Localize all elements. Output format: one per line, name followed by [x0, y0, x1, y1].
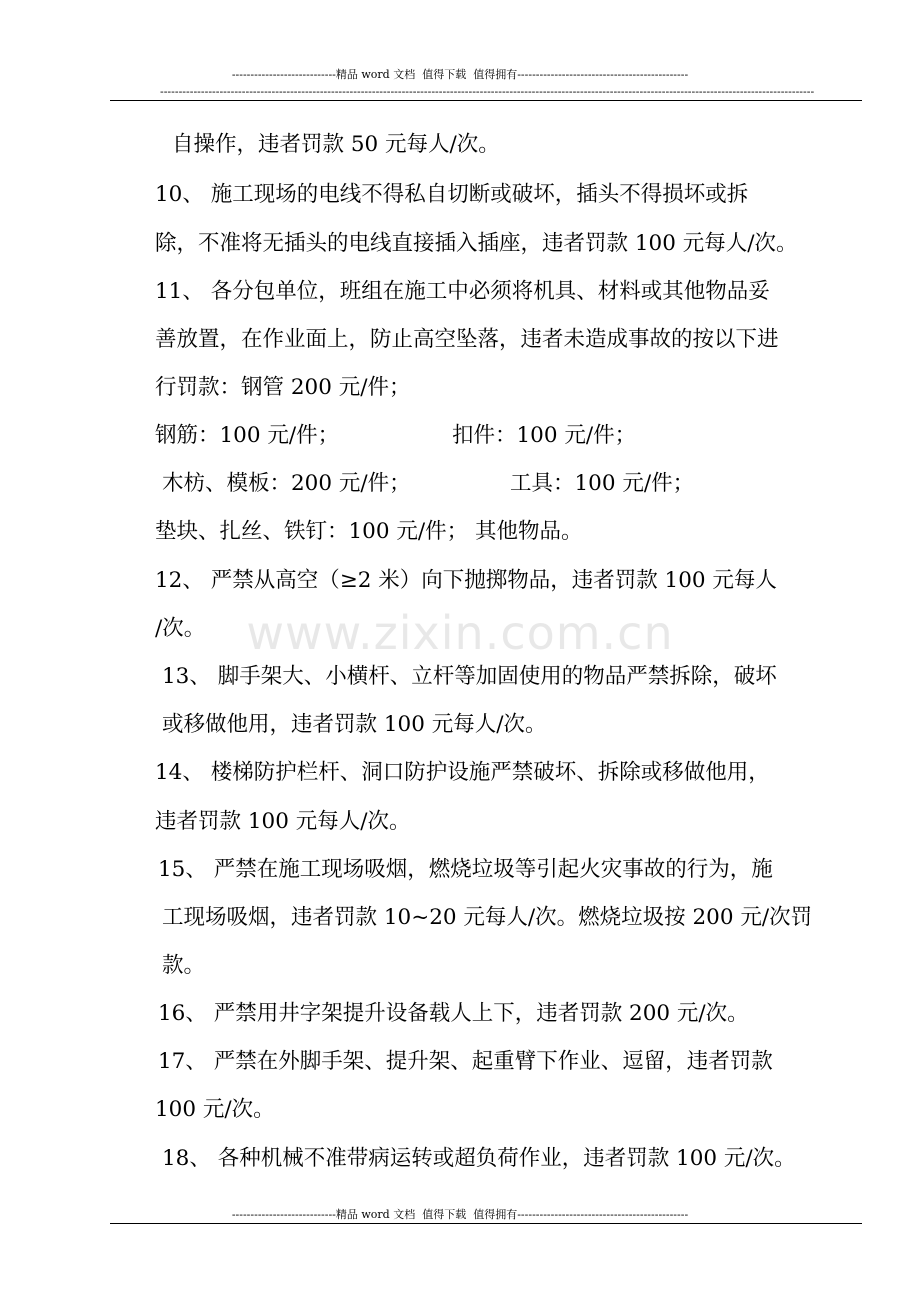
line-8b: 工具：100 元/件； [510, 471, 695, 496]
line-17: 工现场吸烟，违者罚款 10~20 元每人/次。燃烧垃圾按 200 元/次罚 [162, 905, 813, 930]
header-dash-line: -------------------------------------------------------------------------------------------------------------------------------------------------------------------------------- [160, 86, 815, 98]
line-21: 100 元/次。 [155, 1097, 275, 1122]
line-4: 11、 各分包单位，班组在施工中必须将机具、材料或其他物品妥 [155, 279, 770, 304]
line-10: 12、 严禁从高空（≥2 米）向下抛掷物品，违者罚款 100 元每人 [155, 568, 777, 593]
line-15: 违者罚款 100 元每人/次。 [155, 809, 411, 834]
line-12: 13、 脚手架大、小横杆、立杆等加固使用的物品严禁拆除，破坏 [162, 664, 777, 689]
line-11: /次。 [155, 616, 206, 641]
line-20: 17、 严禁在外脚手架、提升架、起重臂下作业、逗留，违者罚款 [158, 1049, 773, 1074]
line-14: 14、 楼梯防护栏杆、洞口防护设施严禁破坏、拆除或移做他用， [155, 760, 770, 785]
line-5: 善放置，在作业面上，防止高空坠落，违者未造成事故的按以下进 [155, 327, 779, 352]
line-22: 18、 各种机械不准带病运转或超负荷作业，违者罚款 100 元/次。 [162, 1146, 796, 1171]
line-18: 款。 [162, 953, 206, 978]
footer-rule [110, 1223, 862, 1224]
line-8a: 木枋、模板：200 元/件； [162, 471, 411, 496]
line-3: 除，不准将无插头的电线直接插入插座，违者罚款 100 元每人/次。 [155, 231, 798, 256]
line-9: 垫块、扎丝、铁钉：100 元/件； 其他物品。 [155, 519, 583, 544]
line-13: 或移做他用，违者罚款 100 元每人/次。 [162, 712, 547, 737]
footer-text: ----------------------------精品 word 文档 值得下载 值得拥有---------------------------------------------- [231, 1208, 689, 1221]
header-text: ----------------------------精品 word 文档 值得下载 值得拥有---------------------------------------------- [231, 68, 689, 81]
line-7b: 扣件：100 元/件； [452, 423, 637, 448]
line-19: 16、 严禁用井字架提升设备载人上下，违者罚款 200 元/次。 [158, 1001, 749, 1026]
header-rule [110, 100, 862, 101]
line-6: 行罚款：钢管 200 元/件； [155, 375, 411, 400]
line-1: 自操作，违者罚款 50 元每人/次。 [172, 132, 500, 157]
line-16: 15、 严禁在施工现场吸烟，燃烧垃圾等引起火灾事故的行为，施 [158, 857, 773, 882]
line-2: 10、 施工现场的电线不得私自切断或破坏，插头不得损坏或拆 [155, 182, 749, 207]
watermark: www.zixin.com.cn [246, 606, 674, 660]
line-7a: 钢筋：100 元/件； [155, 423, 340, 448]
